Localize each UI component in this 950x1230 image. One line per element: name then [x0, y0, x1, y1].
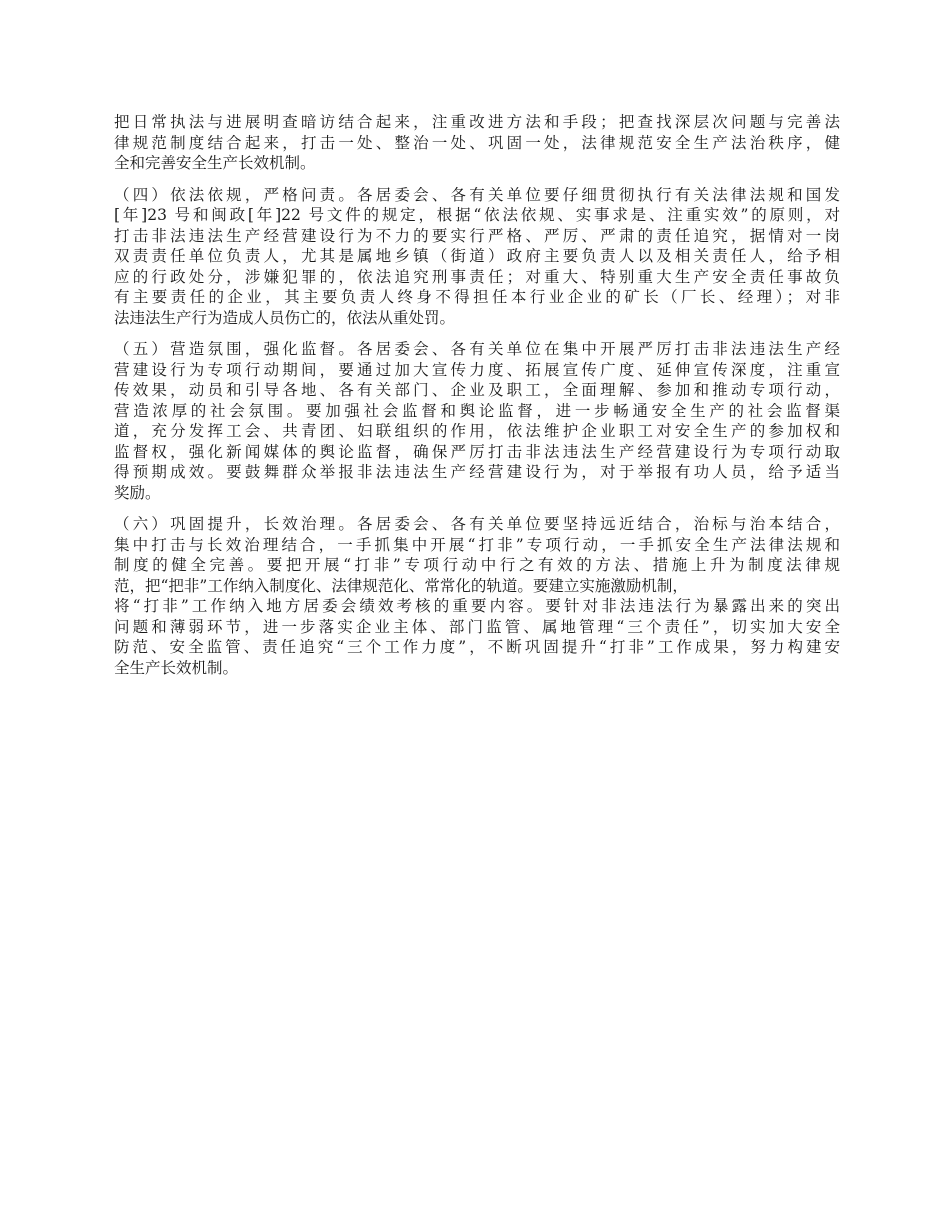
text-line: 应的行政处分，涉嫌犯罪的，依法追究刑事责任；对重大、特别重大生产安全责任事故负 — [114, 267, 840, 286]
text-line: [年]23 号和闽政[年]22 号文件的规定，根据“依法依规、实事求是、注重实效”的原则，对 — [114, 206, 840, 224]
text-line: 律规范制度结合起来，打击一处、整治一处、巩固一处，法律规范安全生产法治秩序，健 — [114, 133, 840, 152]
text-line: 监督权，强化新闻媒体的舆论监督，确保严厉打击非法违法生产经营建设行为专项行动取 — [114, 442, 840, 461]
text-line: （六）巩固提升，长效治理。各居委会、各有关单位要坚持远近结合，治标与治本结合， — [114, 515, 840, 533]
text-line: 道，充分发挥工会、共青团、妇联组织的作用，依法维护企业职工对安全生产的参加权和 — [114, 422, 840, 440]
text-line: 法违法生产行为造成人员伤亡的，依法从重处罚。 — [114, 308, 456, 327]
text-line: 问题和薄弱环节，进一步落实企业主体、部门监管、属地管理“三个责任”，切实加大安全 — [114, 617, 840, 636]
text-line: 奖励。 — [114, 483, 161, 502]
text-line: 防范、安全监管、责任追究“三个工作力度”，不断巩固提升“打非”工作成果，努力构建安 — [114, 638, 840, 656]
text-line: 全生产长效机制。 — [114, 658, 239, 677]
paragraph-4 — [114, 514, 840, 678]
text-line: 打击非法违法生产经营建设行为不力的要实行严格、严厉、严肃的责任追究，据情对一岗 — [114, 226, 840, 245]
text-line: 有主要责任的企业，其主要负责人终身不得担任本行业企业的矿长（厂长、经理）；对非 — [114, 288, 840, 306]
text-line: 传效果，动员和引导各地、各有关部门、企业及职工，全面理解、参加和推动专项行动， — [114, 381, 840, 399]
text-line: （四）依法依规，严格问责。各居委会、各有关单位要仔细贯彻执行有关法律法规和国发 — [114, 185, 840, 204]
text-line: 得预期成效。要鼓舞群众举报非法违法生产经营建设行为，对于举报有功人员，给予适当 — [114, 463, 840, 481]
text-line: 范，把“把非”工作纳入制度化、法律规范化、常常化的轨道。要建立实施激励机制， — [114, 576, 688, 595]
text-line: 营造浓厚的社会氛围。要加强社会监督和舆论监督，进一步畅通安全生产的社会监督渠 — [114, 401, 840, 420]
text-line: 制度的健全完善。要把开展“打非”专项行动中行之有效的方法、措施上升为制度法律规 — [114, 556, 840, 574]
paragraph-2 — [114, 185, 840, 329]
text-line: 将“打非”工作纳入地方居委会绩效考核的重要内容。要针对非法违法行为暴露出来的突出 — [114, 597, 840, 615]
text-line: 把日常执法与进展明查暗访结合起来，注重改进方法和手段；把查找深层次问题与完善法 — [114, 113, 840, 131]
text-line: （五）营造氛围，强化监督。各居委会、各有关单位在集中开展严厉打击非法违法生产经 — [114, 340, 840, 358]
document-body — [114, 112, 840, 689]
text-line: 双责责任单位负责人，尤其是属地乡镇（街道）政府主要负责人以及相关责任人，给予相 — [114, 247, 840, 265]
paragraph-1 — [114, 112, 840, 174]
text-line: 全和完善安全生产长效机制。 — [114, 154, 316, 172]
paragraph-3 — [114, 339, 840, 503]
text-line: 集中打击与长效治理结合，一手抓集中开展“打非”专项行动，一手抓安全生产法律法规和 — [114, 535, 840, 554]
text-line: 营建设行为专项行动期间，要通过加大宣传力度、拓展宣传广度、延伸宣传深度，注重宣 — [114, 360, 840, 379]
